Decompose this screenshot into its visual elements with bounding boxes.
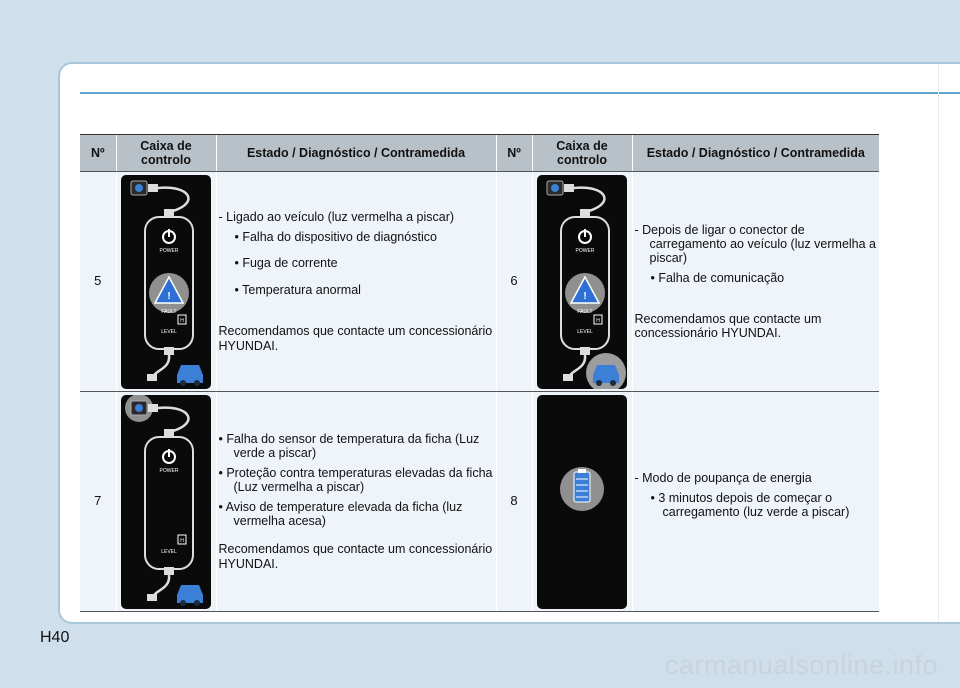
- header-state: Estado / Diagnóstico / Contramedida: [632, 135, 879, 172]
- state-bullet: • Falha do sensor de temperatura da ficha (Luz verde a piscar): [218, 432, 480, 461]
- control-box-cell: [532, 172, 632, 392]
- svg-text:!: !: [583, 290, 587, 302]
- watermark: carmanualsonline.info: [664, 650, 938, 680]
- state-bullet: • Falha do dispositivo de diagnóstico: [234, 229, 437, 244]
- row-number: 5: [80, 172, 116, 392]
- fault-label: FAULT: [161, 308, 177, 315]
- state-lead: - Modo de poupança de energia: [634, 471, 812, 486]
- state-bullet: • Proteção contra temperaturas elevadas da ficha (Luz vermelha a piscar): [218, 465, 493, 495]
- state-bullet: • Falha de comunicação: [650, 270, 785, 285]
- power-label: POWER: [159, 467, 179, 474]
- power-label: POWER: [575, 247, 595, 254]
- state-bullet: • Fuga de corrente: [234, 256, 338, 271]
- control-box-cell: [116, 172, 216, 392]
- recommendation: Recomendamos que contacte um concessionário HYUNDAI.: [218, 324, 493, 353]
- level-badge: H: [180, 317, 184, 324]
- table-row: [80, 392, 879, 612]
- level-label: LEVEL: [577, 328, 593, 335]
- diagnostic-table: [80, 134, 879, 612]
- state-cell: [216, 172, 496, 392]
- level-badge: H: [596, 317, 600, 324]
- state-lead: - Depois de ligar o conector de carregamento ao veículo (luz vermelha a piscar): [634, 222, 877, 266]
- state-lead: - Ligado ao veículo (luz vermelha a piscar): [218, 210, 455, 225]
- control-box-cell: [116, 392, 216, 612]
- level-badge: H: [180, 537, 184, 544]
- recommendation: Recomendamos que contacte um concessionário HYUNDAI.: [218, 542, 493, 571]
- row-number: 6: [496, 172, 532, 392]
- row-number: 7: [80, 392, 116, 612]
- header-no: Nº: [496, 135, 532, 172]
- state-bullet: • 3 minutos depois de começar o carregamento (luz verde a piscar): [650, 490, 850, 519]
- level-label: LEVEL: [161, 548, 177, 555]
- battery-illustration: [537, 395, 627, 609]
- row-number: 8: [496, 392, 532, 612]
- header-no: Nº: [80, 135, 116, 172]
- level-label: LEVEL: [161, 328, 177, 335]
- fault-label: FAULT: [577, 308, 593, 315]
- control-box-illustration: [121, 395, 211, 609]
- state-cell: [632, 392, 879, 612]
- state-cell: [632, 172, 879, 392]
- control-box-cell: [532, 392, 632, 612]
- header-rule: [80, 92, 960, 94]
- header-state: Estado / Diagnóstico / Contramedida: [216, 135, 496, 172]
- state-bullet: • Temperatura anormal: [234, 283, 361, 298]
- table-header-row: [80, 135, 879, 172]
- power-label: POWER: [159, 247, 179, 254]
- state-cell: [216, 392, 496, 612]
- page-edge-line: [938, 64, 939, 622]
- header-control-box: Caixa de controlo: [116, 135, 216, 172]
- header-control-box: Caixa de controlo: [532, 135, 632, 172]
- control-box-illustration: [537, 175, 627, 389]
- state-bullet: • Aviso de temperature elevada da ficha (luz vermelha acesa): [218, 499, 463, 528]
- svg-text:!: !: [167, 290, 171, 302]
- control-box-illustration: [121, 175, 211, 389]
- recommendation: Recomendamos que contacte um concessionário HYUNDAI.: [634, 311, 822, 340]
- table-row: [80, 172, 879, 392]
- page-number: H40: [40, 629, 70, 646]
